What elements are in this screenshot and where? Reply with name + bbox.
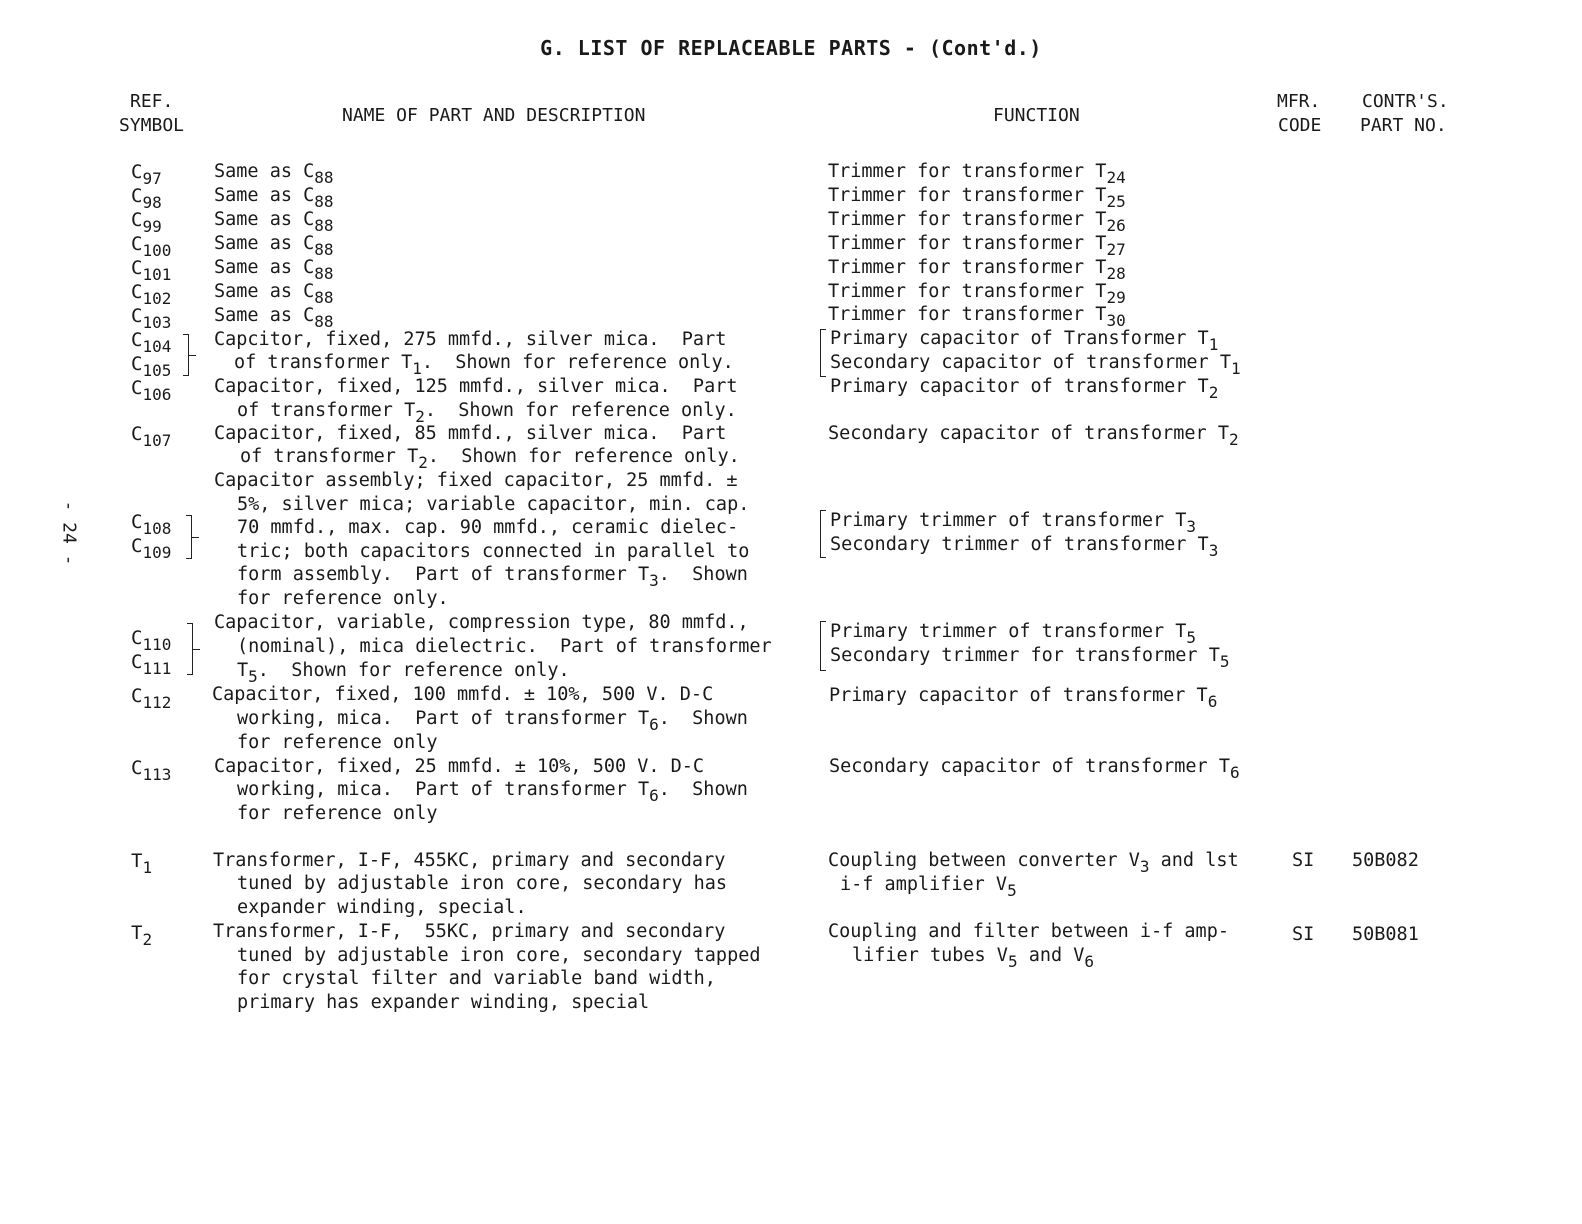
- desc-c112-line2: working, mica. Part of transformer $T_6$. Shown: [237, 708, 748, 734]
- desc-c108-line1: Capacitor assembly; fixed capacitor, 25 mmfd. ±: [214, 470, 738, 491]
- desc-c106-line1: Capacitor, fixed, 125 mmfd., silver mica. Part: [214, 376, 738, 397]
- desc-c106-line2: of transformer $T_2$. Shown for reference only.: [237, 400, 737, 426]
- desc-c103: Same as $C_{88}$: [214, 305, 334, 331]
- desc-c113-line2: working, mica. Part of transformer $T_6$. Shown: [237, 779, 748, 805]
- ref-c100: $C_{100}$: [131, 233, 172, 260]
- func-t1-line2: i-f amplifier $V_5$: [840, 874, 1017, 900]
- func-t1-line1: Coupling between converter $V_3$ and lst: [828, 850, 1239, 876]
- desc-c113-line1: Capacitor, fixed, 25 mmfd. ± 10%, 500 V. D-C: [214, 756, 705, 777]
- ref-c108: $C_{108}$: [131, 511, 172, 538]
- desc-t2-line3: for crystal filter and variable band width,: [237, 968, 716, 989]
- func-c100: Trimmer for transformer $T_{27}$: [828, 233, 1126, 259]
- desc-c108-line6: for reference only.: [237, 588, 449, 609]
- desc-t2-line4: primary has expander winding, special: [237, 992, 650, 1013]
- ref-c99: $C_{99}$: [131, 209, 162, 236]
- header-part-no: PART NO.: [1360, 115, 1447, 136]
- brace-c110-c111: [187, 623, 193, 675]
- header-function: FUNCTION: [993, 105, 1080, 126]
- ref-c102: $C_{102}$: [131, 281, 172, 308]
- ref-c98: $C_{98}$: [131, 185, 162, 212]
- func-c98: Trimmer for transformer $T_{25}$: [828, 185, 1126, 211]
- desc-c100: Same as $C_{88}$: [214, 233, 334, 259]
- desc-c112-line3: for reference only: [237, 732, 438, 753]
- ref-t2: $T_2$: [131, 922, 153, 949]
- desc-t2-line1: Transformer, I-F, 55KC, primary and secondary: [213, 921, 726, 942]
- desc-c108-line2: 5%, silver mica; variable capacitor, min. cap.: [237, 494, 750, 515]
- ref-c107: $C_{107}$: [131, 423, 172, 450]
- ref-c112: $C_{112}$: [131, 685, 172, 712]
- func-c105: Secondary capacitor of transformer $T_1$: [830, 352, 1241, 378]
- func-c109: Secondary trimmer of transformer $T_3$: [830, 534, 1219, 560]
- desc-c104-line1: Capcitor, fixed, 275 mmfd., silver mica. Part: [214, 329, 727, 350]
- ref-c110: $C_{110}$: [131, 627, 172, 654]
- brace-func-c104-c105: [820, 329, 826, 377]
- ref-c113: $C_{113}$: [131, 757, 172, 784]
- mfr-code-t2: SI: [1292, 924, 1315, 945]
- header-code: CODE: [1278, 115, 1322, 136]
- desc-c110-line2: (nominal), mica dielectric. Part of transformer: [237, 636, 772, 657]
- func-t2-line1: Coupling and filter between i-f amp-: [828, 921, 1229, 942]
- desc-t1-line2: tuned by adjustable iron core, secondary has: [237, 873, 728, 894]
- func-c101: Trimmer for transformer $T_{28}$: [828, 257, 1126, 283]
- func-c108: Primary trimmer of transformer $T_3$: [830, 510, 1197, 536]
- ref-c105: $C_{105}$: [131, 353, 172, 380]
- ref-t1: $T_1$: [131, 850, 153, 877]
- desc-c107-line1: Capacitor, fixed, 85 mmfd., silver mica. Part: [214, 423, 727, 444]
- func-c99: Trimmer for transformer $T_{26}$: [828, 209, 1126, 235]
- mfr-code-t1: SI: [1292, 850, 1315, 871]
- func-c112: Primary capacitor of transformer $T_6$: [829, 685, 1218, 711]
- desc-c97: Same as $C_{88}$: [214, 161, 334, 187]
- func-c97: Trimmer for transformer $T_{24}$: [828, 161, 1126, 187]
- func-c113: Secondary capacitor of transformer $T_6$: [829, 756, 1240, 782]
- func-c110: Primary trimmer of transformer $T_5$: [830, 621, 1197, 647]
- desc-c112-line1: Capacitor, fixed, 100 mmfd. ± 10%, 500 V. D-C: [212, 684, 714, 705]
- brace-func-c108-c109: [820, 510, 826, 558]
- desc-c99: Same as $C_{88}$: [214, 209, 334, 235]
- ref-c111: $C_{111}$: [131, 651, 172, 678]
- ref-c97: $C_{97}$: [131, 161, 162, 188]
- header-symbol: SYMBOL: [119, 115, 185, 136]
- header-ref: REF.: [130, 91, 174, 112]
- func-c106: Primary capacitor of transformer $T_2$: [830, 376, 1219, 402]
- page-number: - 24 -: [58, 500, 80, 566]
- ref-c109: $C_{109}$: [131, 535, 172, 562]
- page-title: G. LIST OF REPLACEABLE PARTS - (Cont'd.): [540, 36, 1042, 60]
- desc-c107-line2: of transformer $T_2$. Shown for reference only.: [240, 446, 740, 472]
- func-c102: Trimmer for transformer $T_{29}$: [828, 281, 1126, 307]
- desc-c110-line1: Capacitor, variable, compression type, 80 mmfd.,: [214, 612, 749, 633]
- func-c104: Primary capacitor of Transformer $T_1$: [830, 328, 1219, 354]
- header-contr: CONTR'S.: [1362, 91, 1449, 112]
- desc-t2-line2: tuned by adjustable iron core, secondary tapped: [237, 945, 761, 966]
- part-no-t2: 50B081: [1352, 924, 1419, 945]
- ref-c106: $C_{106}$: [131, 377, 172, 404]
- func-c111: Secondary trimmer for transformer $T_5$: [830, 645, 1230, 671]
- ref-c103: $C_{103}$: [131, 305, 172, 332]
- ref-c104: $C_{104}$: [131, 329, 172, 356]
- desc-c108-line3: 70 mmfd., max. cap. 90 mmfd., ceramic dielec-: [237, 517, 739, 538]
- func-c107: Secondary capacitor of transformer $T_2$: [828, 423, 1239, 449]
- part-no-t1: 50B082: [1352, 850, 1419, 871]
- desc-t1-line1: Transformer, I-F, 455KC, primary and secondary: [213, 850, 726, 871]
- desc-c108-line4: tric; both capacitors connected in parallel to: [237, 541, 750, 562]
- brace-c104-c105: [183, 334, 189, 376]
- brace-func-c110-c111: [820, 621, 826, 671]
- desc-c101: Same as $C_{88}$: [214, 257, 334, 283]
- ref-c101: $C_{101}$: [131, 257, 172, 284]
- desc-c110-line3: $T_5$. Shown for reference only.: [237, 660, 570, 686]
- desc-c104-line2: of transformer $T_1$. Shown for reference only.: [234, 352, 734, 378]
- desc-c102: Same as $C_{88}$: [214, 281, 334, 307]
- desc-t1-line3: expander winding, special.: [237, 897, 527, 918]
- header-mfr: MFR.: [1277, 91, 1321, 112]
- brace-c108-c109: [186, 515, 192, 559]
- desc-c113-line3: for reference only: [237, 803, 438, 824]
- func-c103: Trimmer for transformer $T_{30}$: [828, 304, 1126, 330]
- func-t2-line2: lifier tubes $V_5$ and $V_6$: [852, 945, 1095, 971]
- desc-c108-line5: form assembly. Part of transformer $T_3$. Shown: [237, 564, 748, 590]
- desc-c98: Same as $C_{88}$: [214, 185, 334, 211]
- header-name: NAME OF PART AND DESCRIPTION: [342, 105, 646, 126]
